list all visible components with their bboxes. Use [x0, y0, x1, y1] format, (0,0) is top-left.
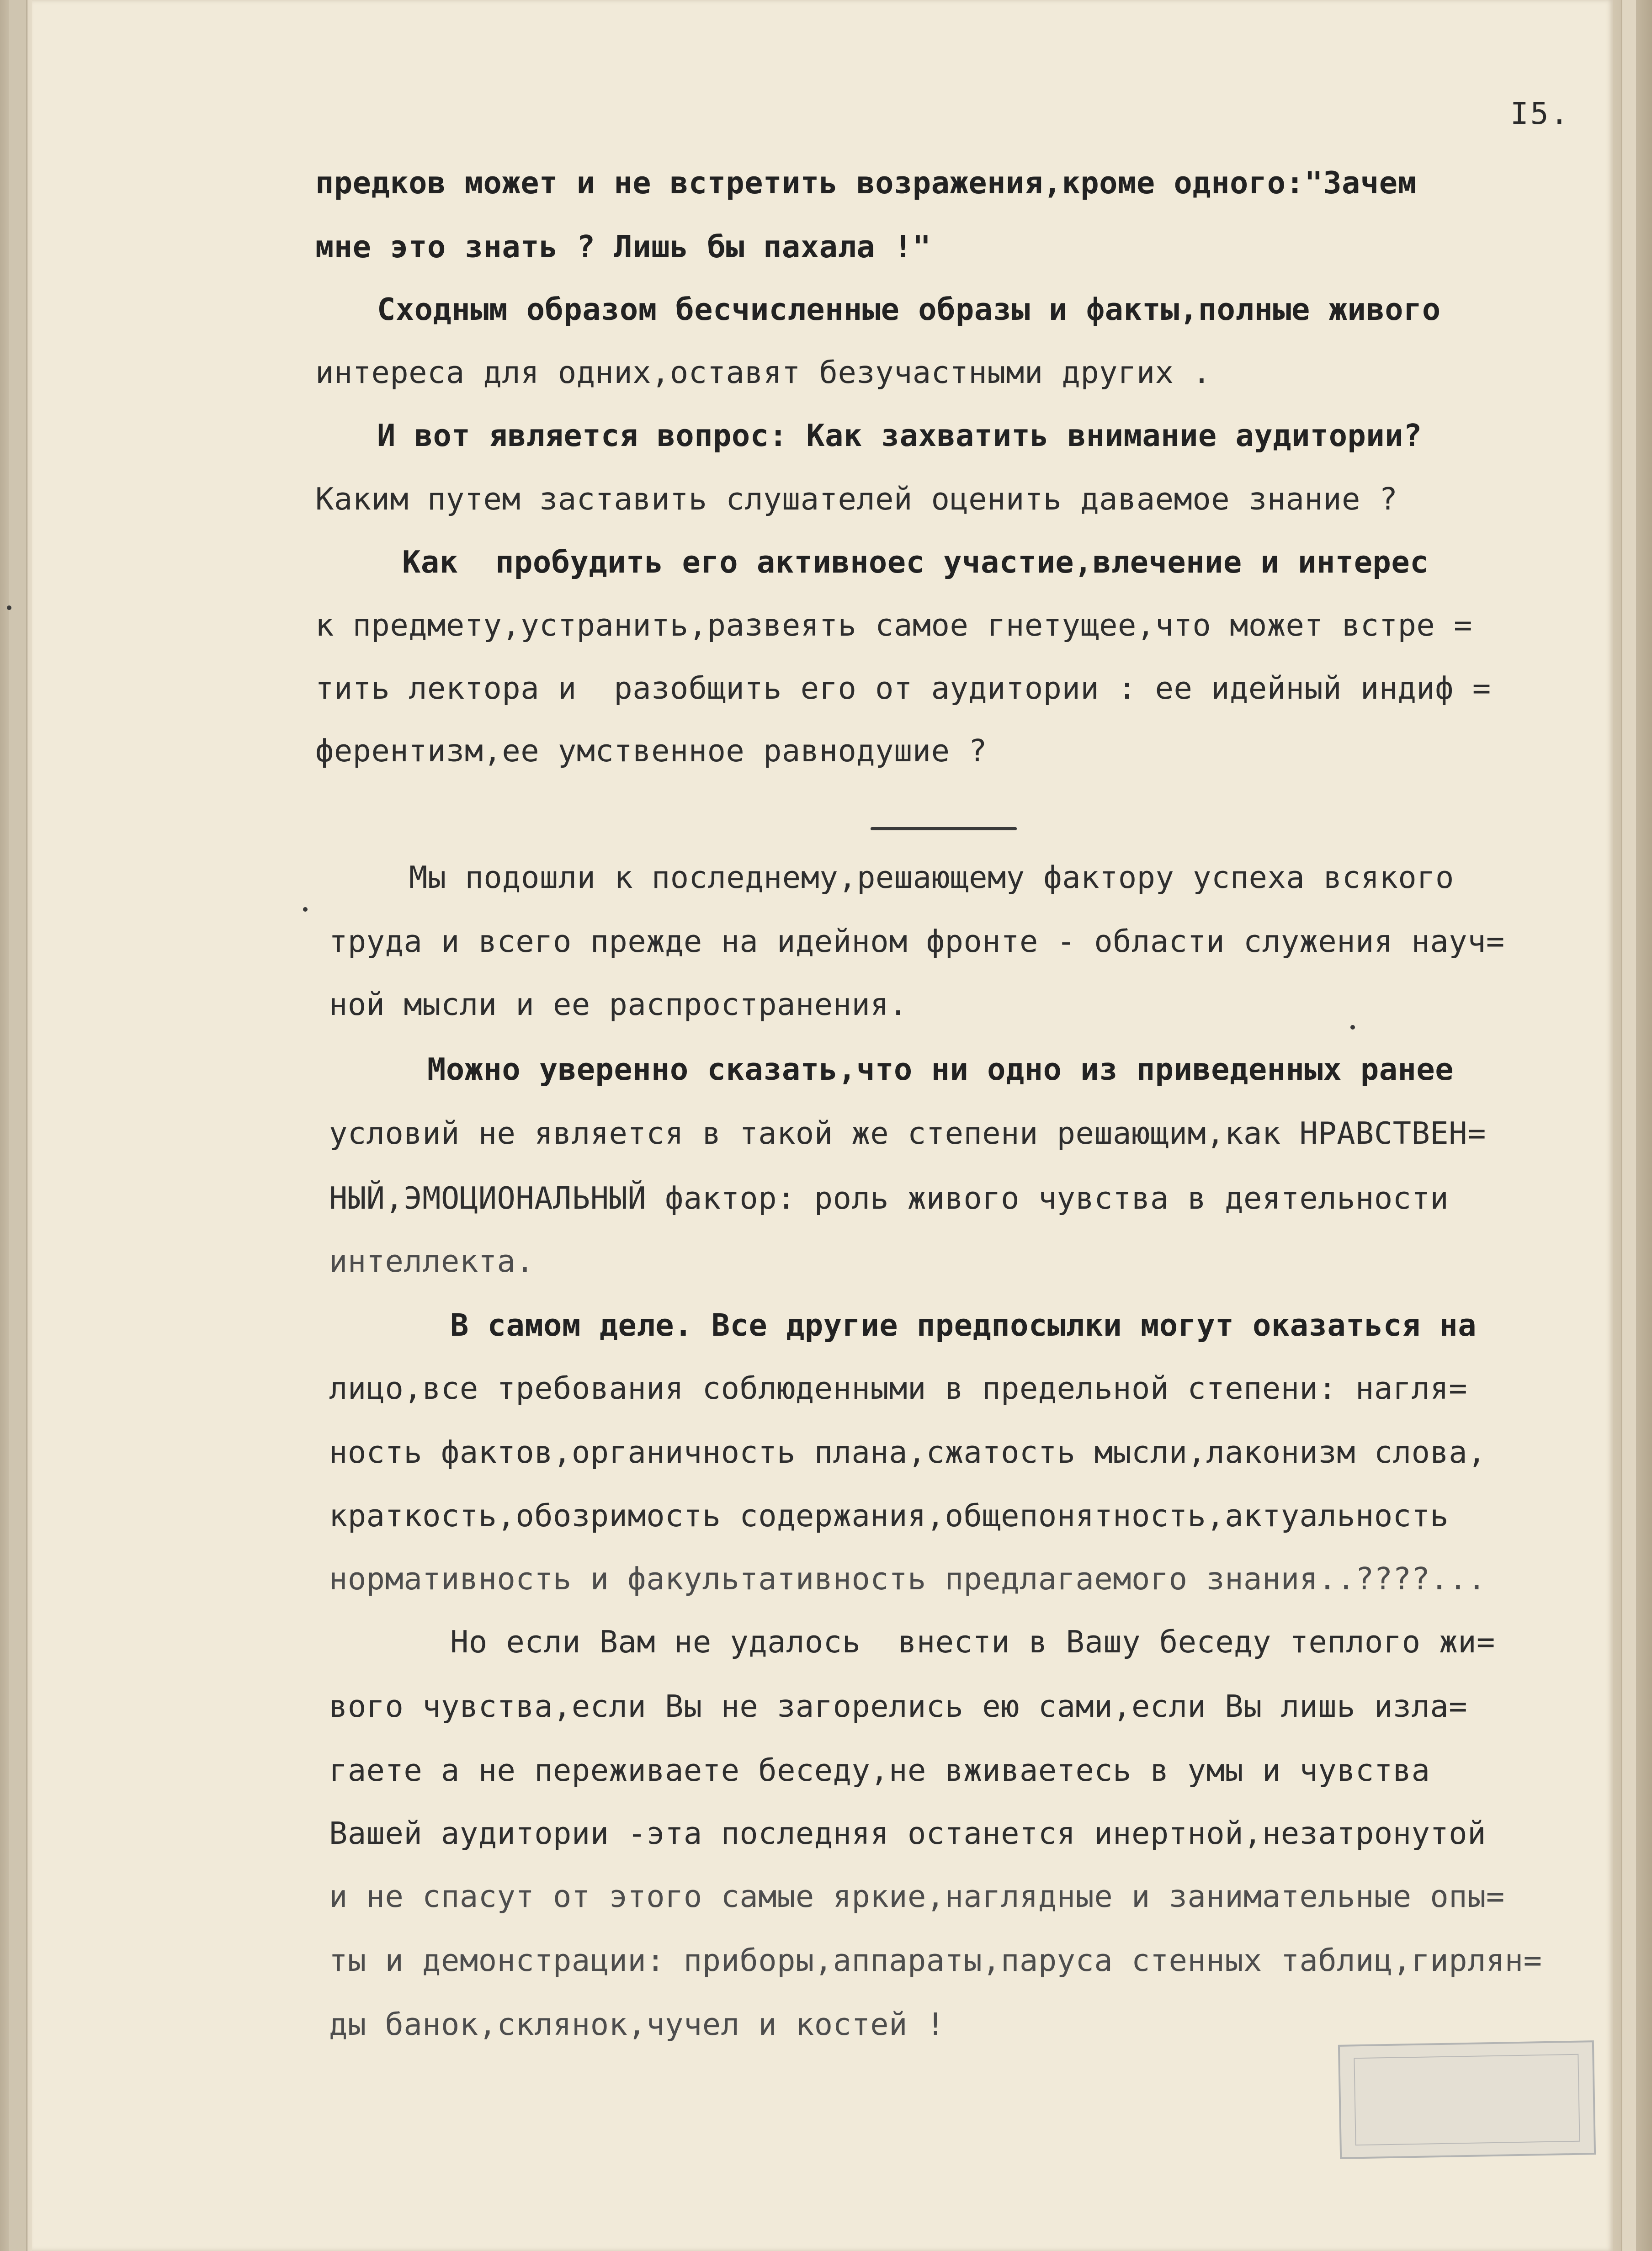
page-number: I5.	[1510, 96, 1571, 131]
text-line: Вашей аудитории -эта последняя останется инертной,незатронутой	[329, 1816, 1486, 1851]
text-line: Каким путем заставить слушателей оценить даваемое знание ?	[315, 481, 1398, 517]
text-line: интеллекта.	[329, 1243, 535, 1279]
text-line: мне это знать ? Лишь бы пахала !"	[315, 229, 931, 265]
text-line: ды банок,склянок,чучел и костей !	[329, 2007, 945, 2042]
archive-stamp	[1338, 2040, 1596, 2159]
stamp-inner-frame	[1354, 2054, 1580, 2146]
ink-dot	[7, 605, 11, 610]
text-line: условий не является в такой же степени решающим,как НРАВСТВЕН=	[329, 1115, 1486, 1151]
text-line: гаете а не переживаете беседу,не вживаетесь в умы и чувства	[329, 1752, 1430, 1788]
text-line: И вот является вопрос: Как захватить внимание аудитории?	[377, 418, 1422, 453]
text-line: ность фактов,органичность плана,сжатость мысли,лаконизм слова,	[329, 1434, 1486, 1470]
ink-dot	[1350, 1025, 1355, 1030]
text-line: Как пробудить его активноес участие,влечение и интерес	[402, 544, 1429, 580]
section-divider	[871, 827, 1017, 830]
text-line: труда и всего прежде на идейном фронте - области служения науч=	[329, 924, 1505, 959]
text-line: предков может и не встретить возражения,кроме одного:"Зачем	[315, 165, 1417, 201]
text-line: Сходным образом бесчисленные образы и факты,полные живого	[377, 292, 1441, 327]
text-line: В самом деле. Все другие предпосылки могут оказаться на	[450, 1307, 1477, 1343]
text-line: интереса для одних,оставят безучастными других .	[315, 355, 1211, 390]
binding-strip	[9, 0, 27, 2251]
text-line: ферентизм,ее умственное равнодушие ?	[315, 733, 988, 769]
text-line: краткость,обозримость содержания,общепонятность,актуальность	[329, 1498, 1449, 1534]
text-line: Мы подошли к последнему,решающему фактору успеха всякого	[409, 860, 1454, 895]
text-line: Но если Вам не удалось внести в Вашу беседу теплого жи=	[450, 1624, 1495, 1660]
right-paper-edge	[1613, 0, 1652, 2251]
text-line: вого чувства,если Вы не загорелись ею сами,если Вы лишь изла=	[329, 1688, 1468, 1724]
text-line: НЫЙ,ЭМОЦИОНАЛЬНЫЙ фактор: роль живого чувства в деятельности	[329, 1180, 1449, 1216]
text-line: ной мысли и ее распространения.	[329, 987, 908, 1022]
text-line: Можно уверенно сказать,что ни одно из приведенных ранее	[427, 1051, 1454, 1087]
text-line: ты и демонстрации: приборы,аппараты,паруса стенных таблиц,гирлян=	[329, 1943, 1542, 1978]
ink-dot	[303, 907, 308, 912]
text-line: к предмету,устранить,развеять самое гнетущее,что может встре =	[315, 607, 1472, 643]
text-line: тить лектора и разобщить его от аудитории : ее идейный индиф =	[315, 670, 1491, 706]
text-line: лицо,все требования соблюденными в предельной степени: нагля=	[329, 1370, 1468, 1406]
text-line: и не спасут от этого самые яркие,наглядные и занимательные опы=	[329, 1879, 1505, 1914]
text-line: нормативность и факультативность предлагаемого знания..????...	[329, 1561, 1486, 1597]
paper-fold	[1621, 0, 1636, 2251]
